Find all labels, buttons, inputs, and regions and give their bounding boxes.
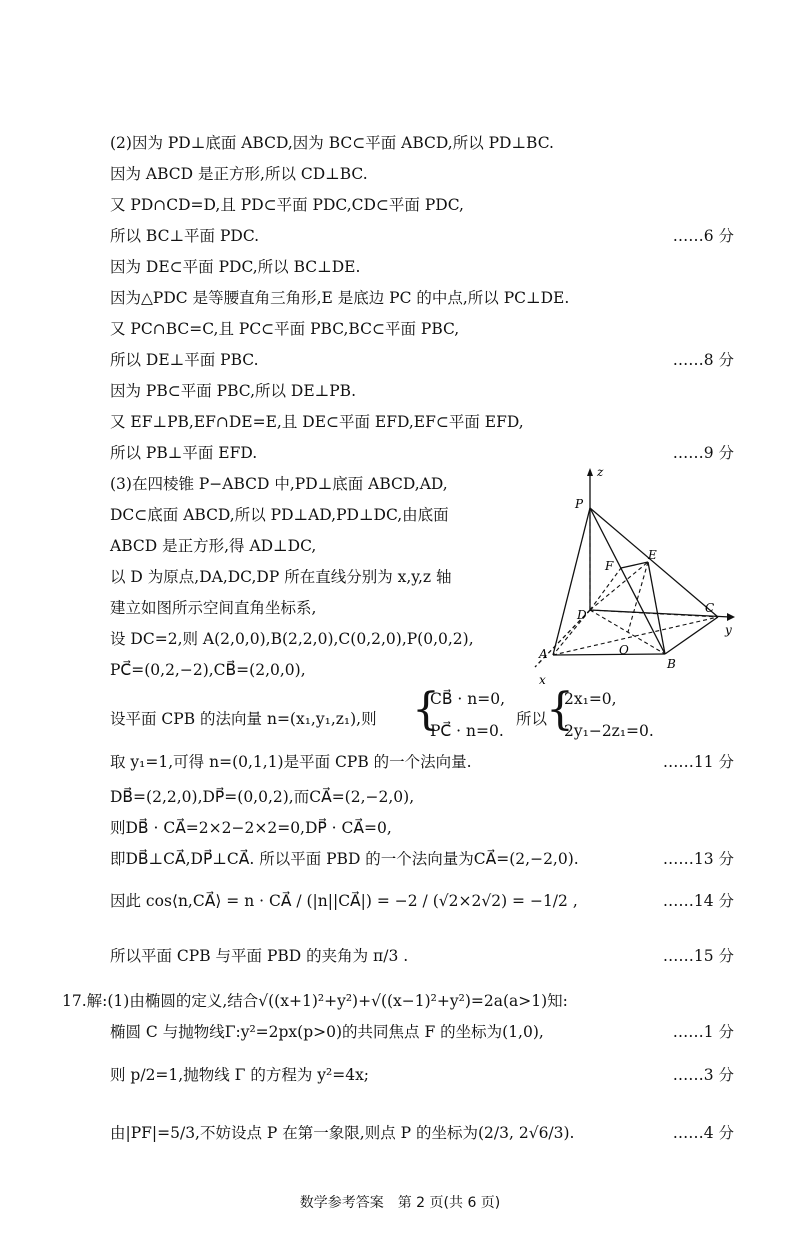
label-P: P [575,497,584,511]
brace-left: { [546,684,574,735]
score-mark: ……1 分 [672,1023,734,1041]
label-y: y [725,623,732,637]
text-line: 又 PD∩CD=D,且 PD⊂平面 PDC,CD⊂平面 PDC, [110,196,464,214]
score-mark: ……13 分 [662,850,734,868]
equation: 2x₁=0, [564,690,617,708]
label-D: D [577,608,587,622]
page-footer: 数学参考答案 第 2 页(共 6 页) [299,1195,501,1211]
label-z: z [597,465,604,479]
score-mark: ……9 分 [672,444,734,462]
text-line: 所以 PB⊥平面 EFD. [110,444,258,462]
text-line: 因为 PB⊂平面 PBC,所以 DE⊥PB. [110,382,356,400]
pyramid-figure [525,462,745,690]
text-line: 因为 ABCD 是正方形,所以 CD⊥BC. [110,165,368,183]
text-line: 又 EF⊥PB,EF∩DE=E,且 DE⊂平面 EFD,EF⊂平面 EFD, [110,413,524,431]
score-mark: ……4 分 [672,1124,734,1142]
brace-left: { [412,684,440,735]
score-mark: ……6 分 [672,227,734,245]
text-line: 因为△PDC 是等腰直角三角形,E 是底边 PC 的中点,所以 PC⊥DE. [110,289,570,307]
text-line: 又 PC∩BC=C,且 PC⊂平面 PBC,BC⊂平面 PBC, [110,320,460,338]
segment-DF [590,568,621,610]
score-mark: ……3 分 [672,1066,734,1084]
text-line: 所以 [516,710,548,728]
text-line: 即DB⃗⊥CA⃗,DP⃗⊥CA⃗. 所以平面 PBD 的一个法向量为CA⃗=(2,−2,0). [110,850,579,868]
edge-AB [553,654,665,655]
text-line: PC⃗=(0,2,−2),CB⃗=(2,0,0), [110,661,306,679]
text-line: 设 DC=2,则 A(2,0,0),B(2,2,0),C(0,2,0),P(0,0,2), [110,630,474,648]
label-x: x [539,673,546,687]
text-line: 因此 cos⟨n,CA⃗⟩ = n · CA⃗ / (|n||CA⃗|) = −2 / (√2×2√2) = −1/2 , [110,892,578,910]
score-mark: ……8 分 [672,351,734,369]
equation: PC⃗ · n=0. [430,722,504,740]
text-line: 所以 DE⊥平面 PBC. [110,351,259,369]
y-arrow [727,613,735,621]
text-line: 设平面 CPB 的法向量 n=(x₁,y₁,z₁),则 [110,710,377,728]
text-line: 17.解:(1)由椭圆的定义,结合√((x+1)²+y²)+√((x−1)²+y²)=2a(a>1)知: [62,992,568,1010]
label-E: E [648,548,657,562]
z-arrow [587,468,593,476]
label-C: C [705,601,715,615]
text-line: (3)在四棱锥 P−ABCD 中,PD⊥底面 ABCD,AD, [110,475,448,493]
text-line: 建立如图所示空间直角坐标系, [110,599,317,617]
score-mark: ……11 分 [662,753,734,771]
text-line: 则 p/2=1,抛物线 Γ 的方程为 y²=4x; [110,1066,370,1084]
label-A: A [539,647,548,661]
equation: 2y₁−2z₁=0. [564,722,654,740]
text-line: (2)因为 PD⊥底面 ABCD,因为 BC⊂平面 ABCD,所以 PD⊥BC. [110,134,554,152]
text-line: 取 y₁=1,可得 n=(0,1,1)是平面 CPB 的一个法向量. [110,753,472,771]
segment-EO [628,562,648,632]
label-O: O [619,643,629,657]
text-line: 因为 DE⊂平面 PDC,所以 BC⊥DE. [110,258,361,276]
text-line: DB⃗=(2,2,0),DP⃗=(0,0,2),而CA⃗=(2,−2,0), [110,788,415,806]
score-mark: ……14 分 [662,892,734,910]
text-line: 椭圆 C 与抛物线Γ:y²=2px(p>0)的共同焦点 F 的坐标为(1,0), [110,1023,544,1041]
text-line: 则DB⃗ · CA⃗=2×2−2×2=0,DP⃗ · CA⃗=0, [110,819,392,837]
segment-EB [648,562,665,654]
text-line: 所以平面 CPB 与平面 PBD 的夹角为 π/3 . [110,947,409,965]
label-F: F [605,559,614,573]
text-line: 以 D 为原点,DA,DC,DP 所在直线分别为 x,y,z 轴 [110,568,452,586]
text-line: DC⊂底面 ABCD,所以 PD⊥AD,PD⊥DC,由底面 [110,506,449,524]
score-mark: ……15 分 [662,947,734,965]
text-line: 所以 BC⊥平面 PDC. [110,227,260,245]
text-line: 由|PF|=5/3,不妨设点 P 在第一象限,则点 P 的坐标为(2/3, 2√6/3). [110,1124,575,1142]
text-line: ABCD 是正方形,得 AD⊥DC, [110,537,317,555]
equation: CB⃗ · n=0, [430,690,506,708]
label-B: B [667,657,676,671]
